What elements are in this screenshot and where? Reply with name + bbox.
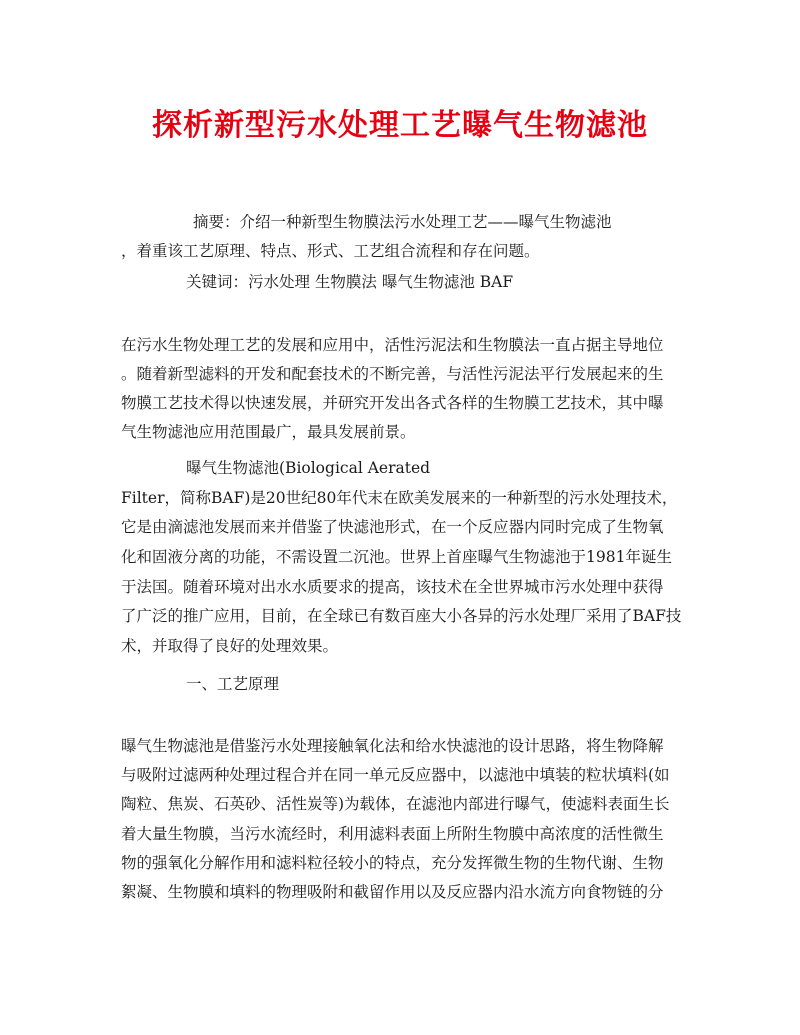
- paragraph-2-line-7: 术，并取得了良好的处理效果。: [121, 637, 339, 655]
- abstract-line-1: 摘要：介绍一种新型生物膜法污水处理工艺——曝气生物滤池: [193, 213, 612, 231]
- keywords-line: 关键词：污水处理 生物膜法 曝气生物滤池 BAF: [186, 273, 514, 291]
- paragraph-1-line-4: 气生物滤池应用范围最广，最具发展前景。: [121, 423, 416, 441]
- paragraph-3-line-4: 着大量生物膜，当污水流经时，利用滤料表面上所附生物膜中高浓度的活性微生: [121, 825, 664, 843]
- paragraph-2-line-4: 化和固液分离的功能，不需设置二沉池。世界上首座曝气生物滤池于1981年诞生: [121, 548, 672, 566]
- abstract-line-2: ，着重该工艺原理、特点、形式、工艺组合流程和存在问题。: [121, 242, 540, 260]
- paragraph-2-line-3: 它是由滴滤池发展而来并借鉴了快滤池形式，在一个反应器内同时完成了生物氧: [121, 518, 664, 536]
- paragraph-3-line-5: 物的强氧化分解作用和滤料粒径较小的特点，充分发挥微生物的生物代谢、生物: [121, 854, 664, 872]
- paragraph-2-line-2: Filter，简称BAF)是20世纪80年代末在欧美发展来的一种新型的污水处理技术，: [121, 489, 678, 507]
- paragraph-1-line-1: 在污水生物处理工艺的发展和应用中，活性污泥法和生物膜法一直占据主导地位: [121, 336, 664, 354]
- paragraph-2-line-6: 了广泛的推广应用，目前，在全球已有数百座大小各异的污水处理厂采用了BAF技: [121, 607, 682, 625]
- paragraph-2-line-5: 于法国。随着环境对出水水质要求的提高，该技术在全世界城市污水处理中获得: [121, 578, 664, 596]
- section-heading: 一、工艺原理: [186, 675, 280, 693]
- paragraph-1-line-2: 。随着新型滤料的开发和配套技术的不断完善，与活性污泥法平行发展起来的生: [121, 365, 664, 383]
- paragraph-3-line-6: 絮凝、生物膜和填料的物理吸附和截留作用以及反应器内沿水流方向食物链的分: [121, 883, 664, 901]
- paragraph-2-line-1: 曝气生物滤池(Biological Aerated: [186, 459, 431, 477]
- paragraph-3-line-2: 与吸附过滤两种处理过程合并在同一单元反应器中，以滤池中填装的粒状填料(如: [121, 766, 670, 784]
- paragraph-1-line-3: 物膜工艺技术得以快速发展，并研究开发出各式各样的生物膜工艺技术，其中曝: [121, 394, 664, 412]
- paragraph-3-line-3: 陶粒、焦炭、石英砂、活性炭等)为载体，在滤池内部进行曝气，使滤料表面生长: [121, 795, 670, 813]
- document-title: 探析新型污水处理工艺曝气生物滤池: [152, 108, 648, 143]
- paragraph-3-line-1: 曝气生物滤池是借鉴污水处理接触氧化法和给水快滤池的设计思路，将生物降解: [121, 737, 664, 755]
